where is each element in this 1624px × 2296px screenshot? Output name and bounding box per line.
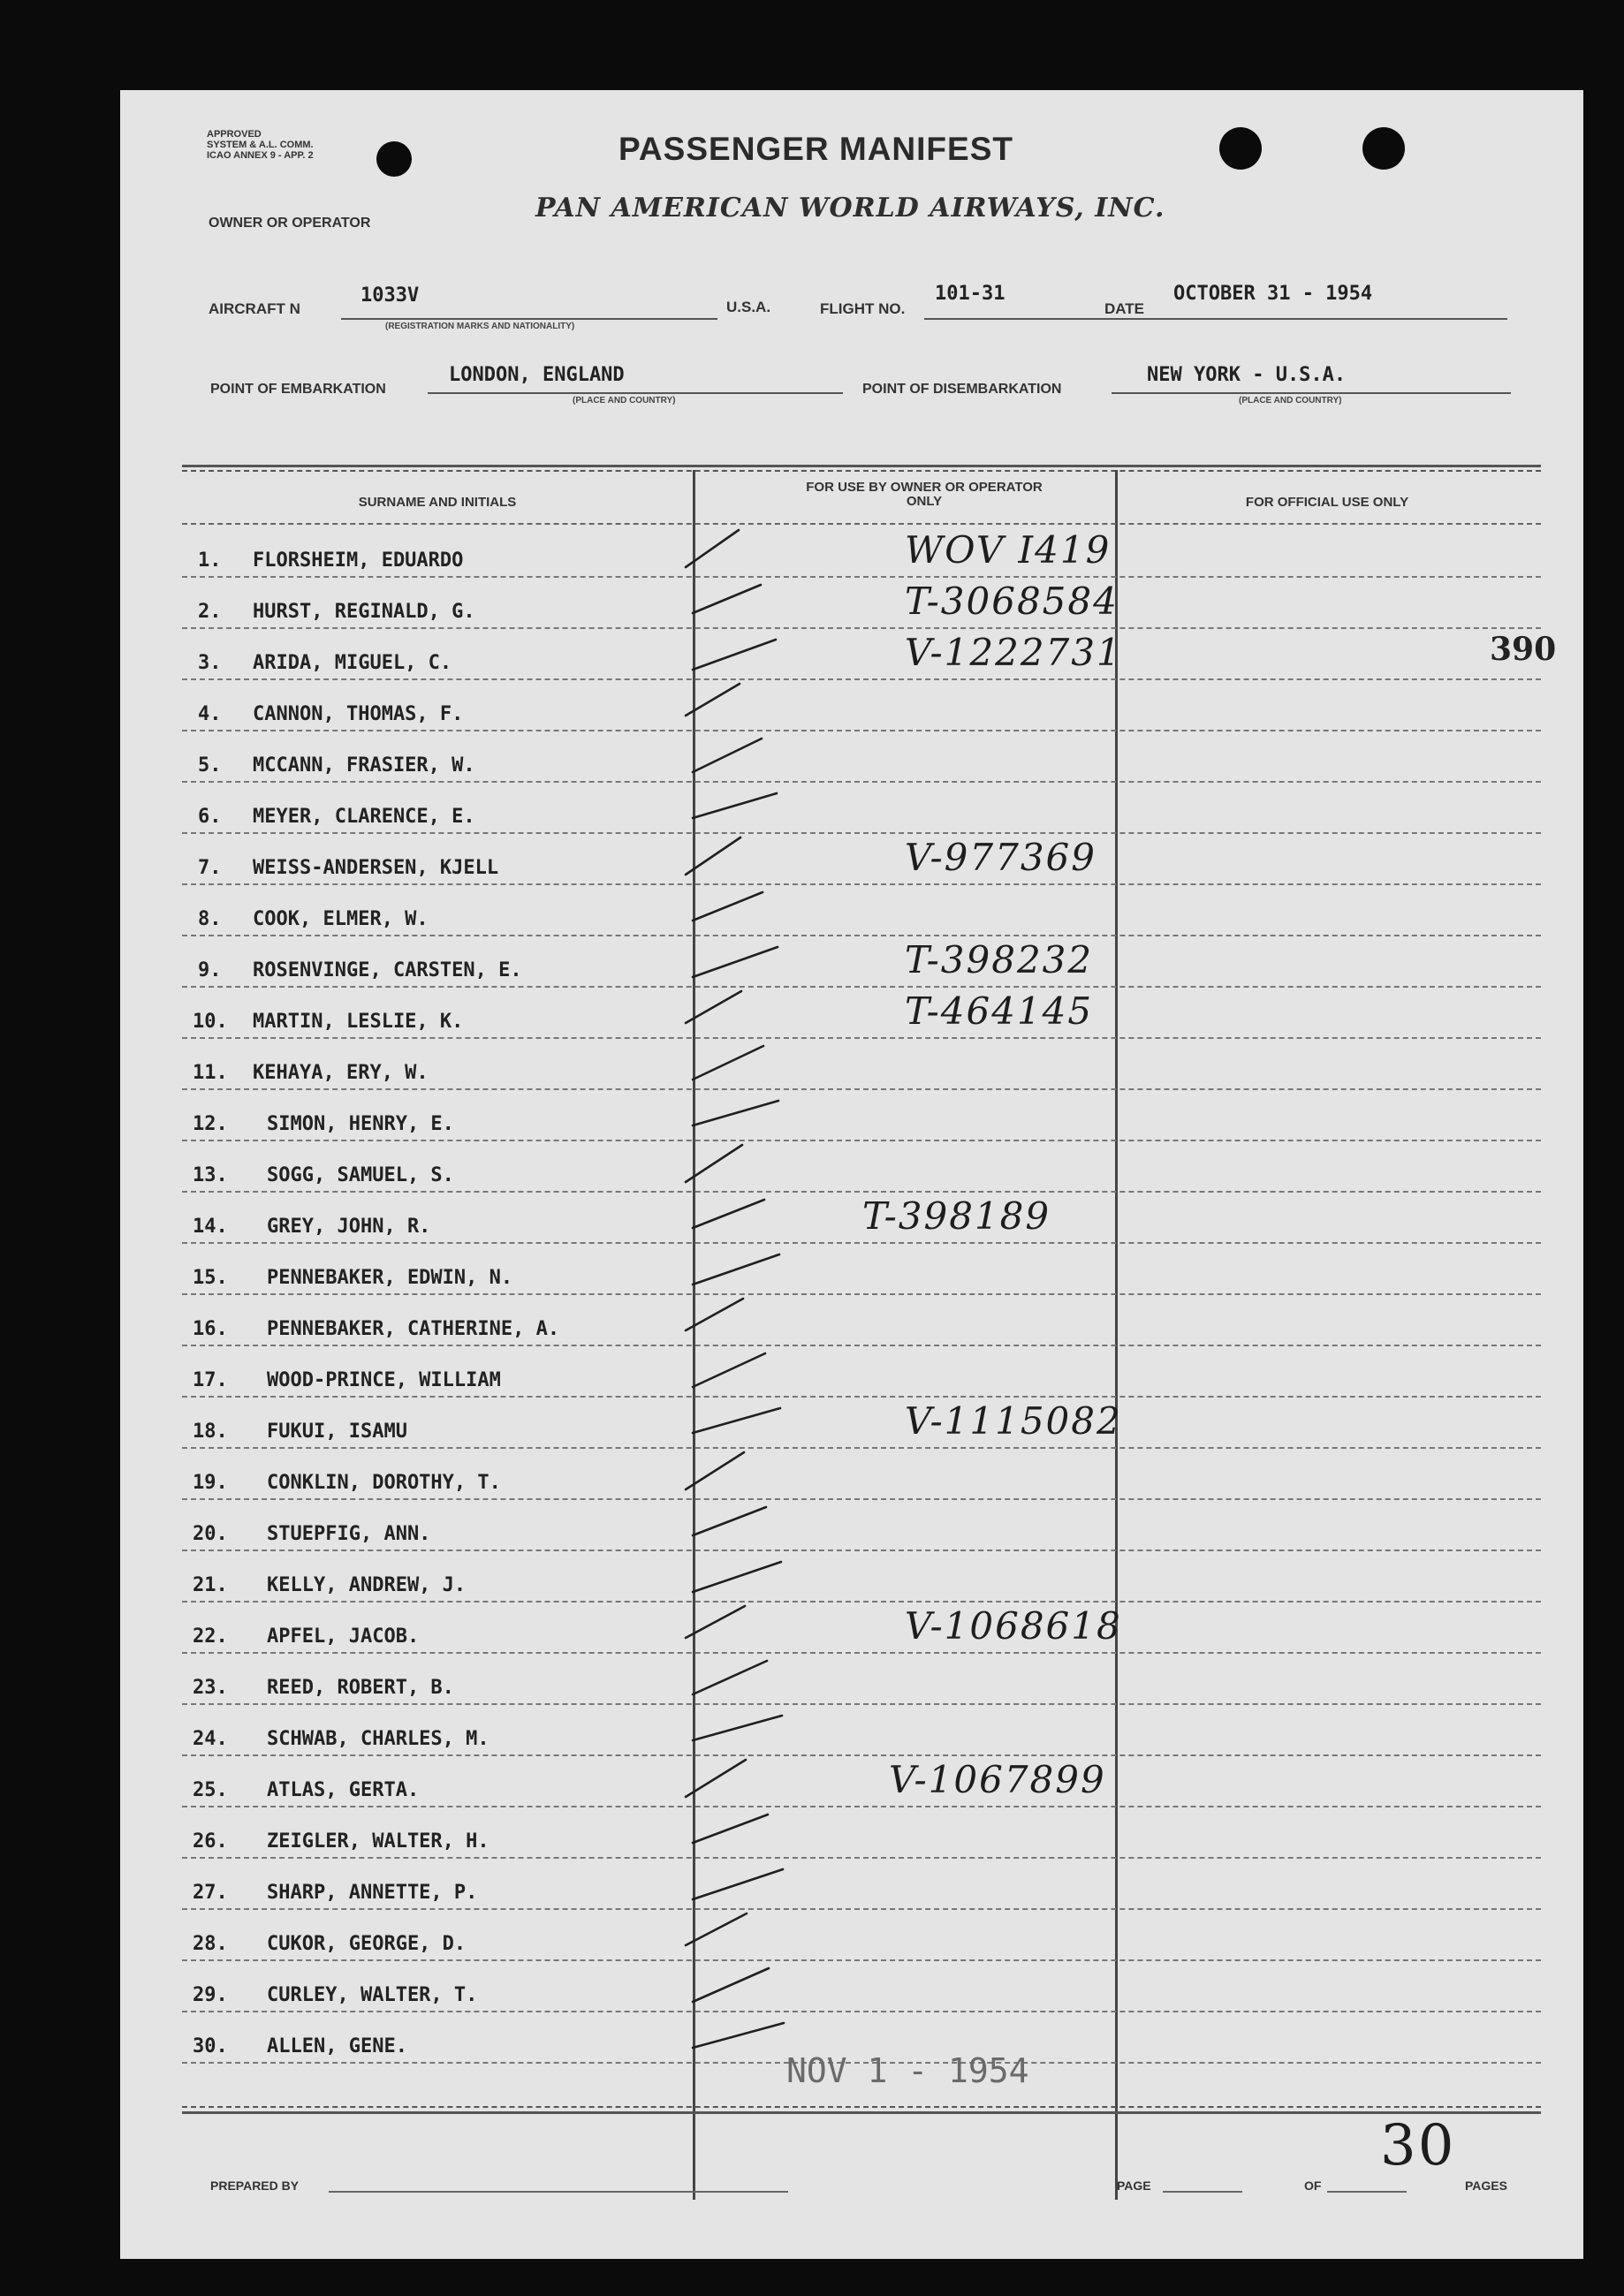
page-title: PASSENGER MANIFEST bbox=[618, 131, 1013, 167]
table-row bbox=[182, 1141, 1541, 1193]
page-line bbox=[1163, 2191, 1242, 2193]
passenger-name: MEYER, CLARENCE, E. bbox=[253, 806, 475, 828]
table-row bbox=[182, 783, 1541, 834]
table-row bbox=[182, 731, 1541, 783]
table-row bbox=[182, 1039, 1541, 1090]
manifest-sheet bbox=[120, 90, 1583, 2259]
passenger-name: KELLY, ANDREW, J. bbox=[267, 1574, 467, 1596]
document-number: V-1115082 bbox=[905, 1399, 1122, 1443]
prepared-by-line bbox=[329, 2191, 788, 2193]
country-label: U.S.A. bbox=[726, 299, 771, 315]
tick-stroke bbox=[686, 1913, 747, 1945]
tick-stroke bbox=[693, 1968, 769, 2002]
table-row bbox=[182, 1603, 1541, 1654]
table-bottom-rule bbox=[182, 2106, 1541, 2108]
row-number: 9. bbox=[198, 959, 222, 981]
row-number: 26. bbox=[193, 1830, 228, 1853]
row-number: 16. bbox=[193, 1318, 228, 1340]
table-row bbox=[182, 1705, 1541, 1756]
tick-stroke bbox=[686, 1299, 743, 1330]
punch-hole bbox=[1362, 127, 1405, 170]
passenger-name: CURLEY, WALTER, T. bbox=[267, 1984, 478, 2006]
tick-stroke bbox=[693, 1507, 766, 1535]
table-row bbox=[182, 1346, 1541, 1398]
of-line bbox=[1327, 2191, 1407, 2193]
document-number: V-1068618 bbox=[905, 1604, 1122, 1648]
table-row bbox=[182, 1398, 1541, 1449]
punch-hole bbox=[1219, 127, 1262, 170]
row-number: 4. bbox=[198, 703, 222, 725]
passenger-name: REED, ROBERT, B. bbox=[267, 1677, 454, 1699]
passenger-name: CUKOR, GEORGE, D. bbox=[267, 1933, 467, 1955]
embarkation-label: POINT OF EMBARKATION bbox=[210, 382, 386, 397]
row-number: 27. bbox=[193, 1882, 228, 1904]
approval-note bbox=[207, 129, 314, 161]
embarkation-value: LONDON, ENGLAND bbox=[449, 364, 625, 386]
column-header-surname: SURNAME AND INITIALS bbox=[358, 495, 517, 510]
tick-stroke bbox=[693, 1200, 764, 1228]
row-number: 25. bbox=[193, 1779, 228, 1801]
punch-hole bbox=[376, 141, 412, 177]
table-row bbox=[182, 1807, 1541, 1859]
row-number: 24. bbox=[193, 1728, 228, 1750]
row-number: 15. bbox=[193, 1267, 228, 1289]
table-row bbox=[182, 1449, 1541, 1500]
table-row bbox=[182, 1295, 1541, 1346]
tick-stroke bbox=[693, 640, 776, 670]
tick-stroke bbox=[693, 585, 761, 613]
approval-line: SYSTEM & A.L. COMM. bbox=[207, 140, 314, 150]
of-label: OF bbox=[1304, 2179, 1322, 2193]
table-row bbox=[182, 1859, 1541, 1910]
tick-stroke bbox=[686, 1452, 744, 1489]
table-row bbox=[182, 1090, 1541, 1141]
row-number: 30. bbox=[193, 2035, 228, 2057]
row-number: 12. bbox=[193, 1113, 228, 1135]
table-row bbox=[182, 1551, 1541, 1603]
tick-stroke bbox=[686, 1606, 745, 1638]
row-number: 14. bbox=[193, 1216, 228, 1238]
tick-stroke bbox=[693, 1101, 778, 1125]
document-number: T-398189 bbox=[862, 1194, 1051, 1238]
table-row bbox=[182, 1756, 1541, 1807]
passenger-name: KEHAYA, ERY, W. bbox=[253, 1062, 429, 1084]
table-row bbox=[182, 527, 1541, 578]
passenger-name: ATLAS, GERTA. bbox=[267, 1779, 420, 1801]
table-row bbox=[182, 885, 1541, 936]
passenger-name: GREY, JOHN, R. bbox=[267, 1216, 431, 1238]
column-header-official-use: FOR OFFICIAL USE ONLY bbox=[1245, 495, 1409, 510]
table-row bbox=[182, 578, 1541, 629]
tick-stroke bbox=[693, 1254, 779, 1284]
flight-label: FLIGHT NO. bbox=[820, 300, 906, 317]
tick-stroke bbox=[693, 947, 778, 977]
tick-stroke bbox=[693, 1815, 768, 1843]
row-number: 28. bbox=[193, 1933, 228, 1955]
document-number: T-3068584 bbox=[905, 580, 1119, 623]
passenger-name: SOGG, SAMUEL, S. bbox=[267, 1164, 454, 1186]
embarkation-underline bbox=[428, 392, 843, 394]
passenger-name: PENNEBAKER, EDWIN, N. bbox=[267, 1267, 513, 1289]
date-value: OCTOBER 31 - 1954 bbox=[1173, 283, 1373, 305]
disembarkation-label: POINT OF DISEMBARKATION bbox=[862, 382, 1062, 397]
approval-line: ICAO ANNEX 9 - APP. 2 bbox=[207, 150, 314, 161]
approval-line: APPROVED bbox=[207, 129, 262, 140]
document-number: V-1067899 bbox=[889, 1758, 1106, 1801]
aircraft-value: 1033V bbox=[360, 284, 420, 307]
table-bottom-rule bbox=[182, 2111, 1541, 2114]
table-row bbox=[182, 680, 1541, 731]
passenger-name: STUEPFIG, ANN. bbox=[267, 1523, 431, 1545]
tick-stroke bbox=[693, 1408, 780, 1433]
tick-stroke bbox=[693, 1869, 783, 1899]
row-number: 17. bbox=[193, 1369, 228, 1391]
row-number: 18. bbox=[193, 1421, 228, 1443]
table-row bbox=[182, 1961, 1541, 2012]
disembarkation-hint: (PLACE AND COUNTRY) bbox=[1239, 396, 1342, 405]
tick-stroke bbox=[686, 1760, 746, 1797]
tick-stroke bbox=[686, 837, 740, 875]
table-row bbox=[182, 1910, 1541, 1961]
passenger-name: MCCANN, FRASIER, W. bbox=[253, 754, 475, 777]
table-row bbox=[182, 1193, 1541, 1244]
row-number: 13. bbox=[193, 1164, 228, 1186]
table-row bbox=[182, 1654, 1541, 1705]
tick-stroke bbox=[686, 1145, 742, 1182]
row-number: 29. bbox=[193, 1984, 228, 2006]
passenger-name: COOK, ELMER, W. bbox=[253, 908, 429, 930]
passenger-name: MARTIN, LESLIE, K. bbox=[253, 1011, 464, 1033]
table-row bbox=[182, 834, 1541, 885]
date-label: DATE bbox=[1104, 300, 1145, 317]
official-mark: 390 bbox=[1490, 631, 1557, 668]
row-number: 7. bbox=[198, 857, 222, 879]
column-header-owner-use: FOR USE BY OWNER OR OPERATOR ONLY bbox=[806, 480, 1043, 509]
passenger-name: FLORSHEIM, EDUARDO bbox=[253, 549, 464, 572]
registration-hint: (REGISTRATION MARKS AND NATIONALITY) bbox=[385, 322, 575, 331]
document-number: WOV I419 bbox=[905, 528, 1112, 572]
tick-stroke bbox=[693, 2023, 784, 2048]
table-row bbox=[182, 936, 1541, 988]
prepared-by-label: PREPARED BY bbox=[210, 2179, 300, 2193]
aircraft-label: AIRCRAFT N bbox=[209, 300, 300, 317]
tick-stroke bbox=[693, 1661, 767, 1694]
passenger-name: PENNEBAKER, CATHERINE, A. bbox=[267, 1318, 560, 1340]
row-number: 20. bbox=[193, 1523, 228, 1545]
table-row bbox=[182, 1244, 1541, 1295]
flight-value: 101-31 bbox=[935, 283, 1006, 305]
passenger-name: CANNON, THOMAS, F. bbox=[253, 703, 464, 725]
tick-stroke bbox=[686, 991, 741, 1023]
row-number: 3. bbox=[198, 652, 222, 674]
row-number: 23. bbox=[193, 1677, 228, 1699]
disembarkation-underline bbox=[1112, 392, 1511, 394]
tick-stroke bbox=[693, 1562, 781, 1592]
pages-label: PAGES bbox=[1465, 2179, 1507, 2193]
row-number: 22. bbox=[193, 1625, 228, 1648]
row-number: 2. bbox=[198, 601, 222, 623]
tick-stroke bbox=[686, 684, 740, 716]
table-row bbox=[182, 1500, 1541, 1551]
passenger-name: WOOD-PRINCE, WILLIAM bbox=[267, 1369, 501, 1391]
table-top-rule bbox=[182, 465, 1541, 467]
row-number: 6. bbox=[198, 806, 222, 828]
tick-stroke bbox=[693, 1046, 763, 1080]
date-underline bbox=[1154, 318, 1507, 320]
page-label: PAGE bbox=[1117, 2179, 1151, 2193]
tick-stroke bbox=[693, 892, 763, 921]
aircraft-underline bbox=[341, 318, 717, 320]
row-number: 19. bbox=[193, 1472, 228, 1494]
passenger-name: SHARP, ANNETTE, P. bbox=[267, 1882, 478, 1904]
passenger-name: ROSENVINGE, CARSTEN, E. bbox=[253, 959, 522, 981]
tick-stroke bbox=[693, 1353, 765, 1387]
disembarkation-value: NEW YORK - U.S.A. bbox=[1147, 364, 1347, 386]
embarkation-hint: (PLACE AND COUNTRY) bbox=[573, 396, 676, 405]
document-number: T-464145 bbox=[905, 989, 1094, 1033]
passenger-name: ALLEN, GENE. bbox=[267, 2035, 407, 2057]
passenger-name: SCHWAB, CHARLES, M. bbox=[267, 1728, 489, 1750]
table-row bbox=[182, 629, 1557, 680]
handwritten-page-count: 30 bbox=[1380, 2113, 1456, 2179]
passenger-name: HURST, REGINALD, G. bbox=[253, 601, 475, 623]
row-number: 1. bbox=[198, 549, 222, 572]
passenger-name: WEISS-ANDERSEN, KJELL bbox=[253, 857, 499, 879]
tick-stroke bbox=[693, 793, 777, 818]
tick-stroke bbox=[693, 1716, 782, 1740]
row-number: 11. bbox=[193, 1062, 228, 1084]
passenger-name: ZEIGLER, WALTER, H. bbox=[267, 1830, 489, 1853]
passenger-name: SIMON, HENRY, E. bbox=[267, 1113, 454, 1135]
passenger-name: CONKLIN, DOROTHY, T. bbox=[267, 1472, 501, 1494]
tick-stroke bbox=[693, 739, 762, 772]
document-number: V-1222731 bbox=[905, 631, 1122, 674]
owner-label: OWNER OR OPERATOR bbox=[209, 216, 371, 231]
table-row bbox=[182, 988, 1541, 1039]
received-stamp: NOV 1 - 1954 bbox=[786, 2051, 1029, 2090]
document-number: V-977369 bbox=[905, 836, 1097, 879]
table-top-rule bbox=[182, 470, 1541, 472]
tick-stroke bbox=[686, 530, 739, 567]
row-number: 8. bbox=[198, 908, 222, 930]
passenger-name: FUKUI, ISAMU bbox=[267, 1421, 407, 1443]
row-number: 5. bbox=[198, 754, 222, 777]
document-number: T-398232 bbox=[905, 938, 1094, 981]
row-number: 10. bbox=[193, 1011, 228, 1033]
passenger-name: APFEL, JACOB. bbox=[267, 1625, 420, 1648]
airline-name: PAN AMERICAN WORLD AIRWAYS, INC. bbox=[535, 193, 1165, 224]
row-number: 21. bbox=[193, 1574, 228, 1596]
passenger-name: ARIDA, MIGUEL, C. bbox=[253, 652, 452, 674]
header-rule bbox=[182, 523, 1541, 525]
